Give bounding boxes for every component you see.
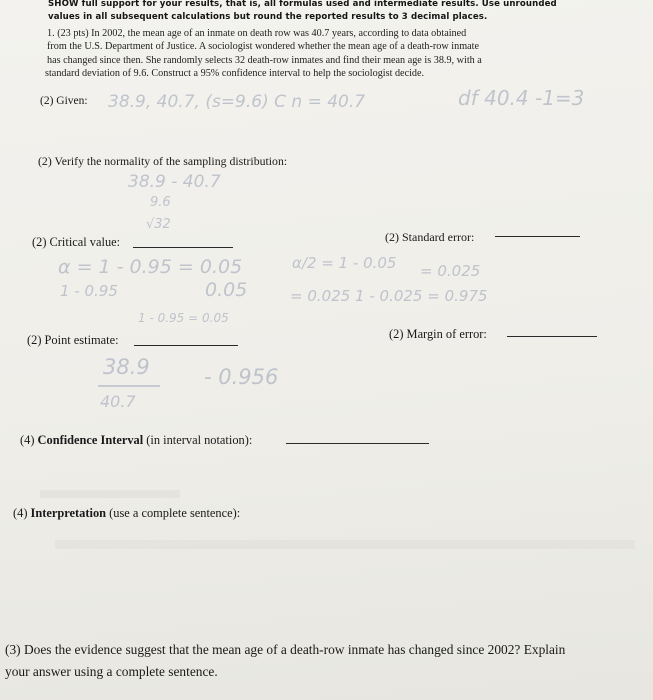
margin-of-error-blank (507, 336, 597, 337)
margin-of-error-label: (2) Margin of error: (389, 327, 487, 341)
bleed-through-mark (40, 490, 180, 498)
standard-error-blank (495, 236, 580, 237)
question-3-line-2: your answer using a complete sentence. (5, 664, 218, 679)
verify-handwriting-numerator: 38.9 - 40.7 (128, 172, 221, 192)
problem-line-1: 1. (23 pts) In 2002, the mean age of an inmate on death row was 40.7 years, according to data obtained (47, 28, 467, 39)
point-handwriting-result: - 0.956 (204, 365, 279, 389)
verify-handwriting-denominator: 9.6 (150, 195, 171, 210)
critical-handwriting-5: 0.05 (205, 279, 248, 301)
point-handwriting-denominator: 40.7 (100, 392, 136, 411)
problem-line-4: standard deviation of 9.6. Construct a 95% confidence interval to help the sociologist decide. (45, 68, 425, 79)
question-3-line-1: (3) Does the evidence suggest that the mean age of a death-row inmate has changed since 2002? Explain (5, 642, 566, 657)
bleed-through-mark (55, 540, 635, 549)
point-estimate-blank (134, 345, 238, 346)
interpretation-label: (4) Interpretation (use a complete sentence): (13, 506, 241, 520)
critical-handwriting-6: 1 - 0.95 = 0.05 (138, 311, 229, 325)
critical-handwriting-1: α = 1 - 0.95 = 0.05 (58, 256, 243, 278)
problem-line-2: from the U.S. Department of Justice. A sociologist wondered whether the mean age of a death-row inmate (47, 41, 479, 52)
point-estimate-label: (2) Point estimate: (27, 333, 119, 347)
critical-handwriting-4: 1 - 0.95 (60, 282, 118, 300)
instructions-line-1: SHOW full support for your results, that is, all formulas used and intermediate results. Use unrounded (48, 0, 557, 9)
problem-line-3: has changed since then. She randomly selects 32 death-row inmates and find their mean age is 38.9, with a (47, 55, 482, 66)
verify-normality-label: (2) Verify the normality of the sampling distribution: (38, 154, 288, 168)
given-handwriting: 38.9, 40.7, (s=9.6) C n = 40.7 (108, 92, 366, 112)
point-handwriting-numerator: 38.9 (103, 355, 150, 379)
critical-value-blank (133, 247, 233, 248)
critical-handwriting-3: = 0.025 (420, 262, 481, 280)
confidence-interval-blank (286, 443, 429, 444)
critical-value-label: (2) Critical value: (32, 235, 121, 249)
given-handwriting-tail: df 40.4 -1=3 (458, 86, 585, 110)
standard-error-label: (2) Standard error: (385, 230, 475, 244)
critical-handwriting-2: α/2 = 1 - 0.05 (292, 254, 397, 272)
confidence-interval-label: (4) Confidence Interval (in interval notation): (20, 433, 253, 447)
given-label: (2) Given: (40, 95, 88, 107)
verify-handwriting-root: √32 (146, 217, 171, 232)
critical-handwriting-7: = 0.025 1 - 0.025 = 0.975 (290, 287, 488, 305)
point-handwriting-fraction-bar (98, 385, 160, 387)
instructions-line-2: values in all subsequent calculations but round the reported results to 3 decimal places. (48, 12, 488, 22)
